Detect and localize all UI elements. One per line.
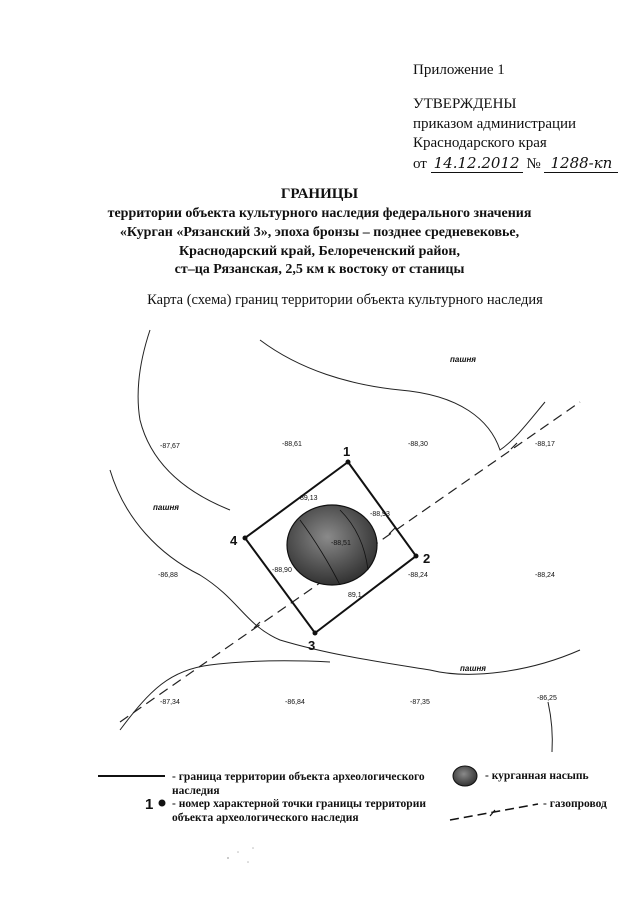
vertex-dot-3: [313, 631, 318, 636]
number-prefix: №: [526, 156, 541, 172]
date-prefix: от: [413, 156, 427, 172]
legend-mound-text: - курганная насыпь: [485, 770, 589, 782]
legend-point-number: 1: [145, 796, 154, 813]
elevation-mark: -87,67: [160, 443, 180, 450]
elevation-mark: -88,30: [408, 441, 428, 448]
elevation-mark: -88,17: [535, 441, 555, 448]
approved-by-line-1: приказом администрации: [413, 116, 577, 132]
field-label: пашня: [460, 664, 486, 673]
elevation-mark: -88,61: [282, 441, 302, 448]
document-title: ГРАНИЦЫ: [280, 186, 359, 202]
scan-speck: [237, 851, 239, 853]
point-number: 4: [230, 533, 238, 548]
vertex-dot-2: [414, 554, 419, 559]
map-caption: Карта (схема) границ территории объекта культурного наследия: [147, 292, 543, 308]
legend-point-text: - номер характерной точки границы территории: [172, 798, 426, 810]
contour-line: [120, 661, 330, 730]
contour-line: [548, 702, 552, 752]
elevation-mark: -88,51: [331, 540, 351, 547]
title-line-3: Краснодарский край, Белореченский район,: [179, 244, 460, 259]
scan-speck: [252, 847, 254, 849]
elevation-mark: -87,34: [160, 699, 180, 706]
title-line-1: территории объекта культурного наследия федерального значения: [107, 206, 532, 221]
elevation-mark: -88,24: [408, 572, 428, 579]
elevation-mark: -86,25: [537, 695, 557, 702]
legend-boundary-text-2: наследия: [172, 785, 220, 797]
contour-line: [260, 340, 545, 450]
legend-mound-symbol: [453, 766, 477, 786]
elevation-mark: 89,13: [300, 495, 318, 502]
elevation-mark: -88,24: [535, 572, 555, 579]
elevation-mark: -88,90: [272, 567, 292, 574]
approved-title: УТВЕРЖДЕНЫ: [413, 96, 517, 112]
elevation-mark: -87,35: [410, 699, 430, 706]
field-label: пашня: [450, 355, 476, 364]
elevation-mark: 89,1: [348, 592, 362, 599]
vertex-dot-4: [243, 536, 248, 541]
elevation-mark: -86,84: [285, 699, 305, 706]
scan-speck: [227, 857, 229, 859]
point-number: 1: [343, 444, 351, 459]
point-number: 3: [308, 638, 316, 653]
legend-point-text-2: объекта археологического наследия: [172, 812, 359, 824]
legend-pipeline-symbol: [450, 804, 538, 820]
point-number: 2: [423, 551, 431, 566]
scan-artifacts: [227, 847, 254, 863]
title-line-2: «Курган «Рязанский 3», эпоха бронзы – позднее средневековье,: [119, 225, 520, 240]
field-label: пашня: [153, 503, 179, 512]
elevation-mark: -86,88: [158, 572, 178, 579]
scan-speck: [247, 861, 249, 863]
legend-pipeline-text: - газопровод: [543, 798, 607, 810]
elevation-mark: -88,93: [370, 511, 390, 518]
order-number: 1288-кп: [544, 154, 618, 173]
title-line-4: ст–ца Рязанская, 2,5 км к востоку от станицы: [174, 262, 465, 277]
approved-by-line-2: Краснодарского края: [413, 135, 547, 151]
contour-line: [138, 330, 230, 510]
legend-boundary-text: - граница территории объекта археологического: [172, 771, 425, 783]
appendix-label: Приложение 1: [413, 62, 505, 78]
legend-point-dot: [159, 800, 166, 807]
approval-date: 14.12.2012: [431, 154, 523, 173]
vertex-dot-1: [346, 460, 351, 465]
